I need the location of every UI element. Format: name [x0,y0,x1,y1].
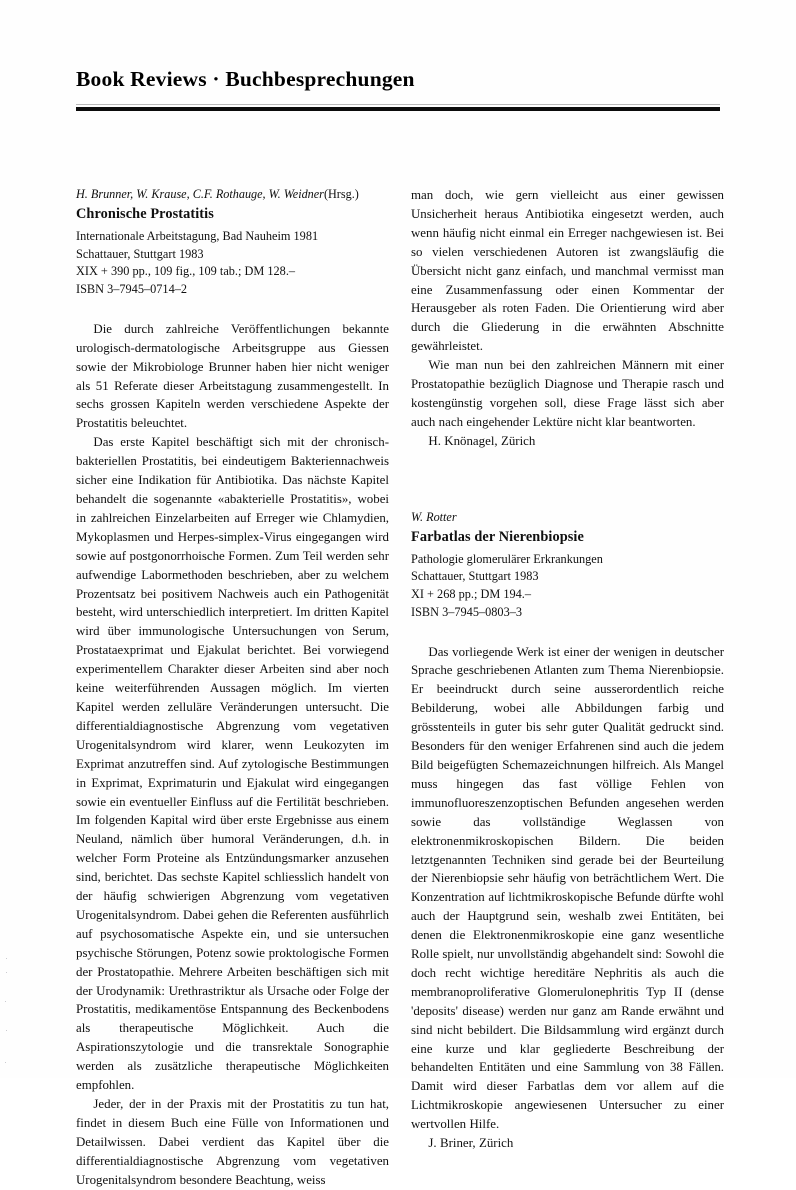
review-meta-extent: XIX + 390 pp., 109 fig., 109 tab.; DM 128.– [76,264,296,279]
review-meta-extent: XI + 268 pp.; DM 194.– [411,587,531,602]
spacer [411,632,724,643]
scan-artifact [6,958,7,959]
review-meta-isbn: ISBN 3–7945–0714–2 [76,282,188,297]
review-meta-publisher: Schattauer, Stuttgart 1983 [76,246,204,261]
scan-artifact [5,1062,6,1063]
review-separator [411,451,724,509]
review-body-prostatitis [76,320,389,1190]
reviewer-signature: J. Briner, Zürich [428,1136,514,1151]
header-rule-thick [76,107,720,111]
authors-names: H. Brunner, W. Krause, C.F. Rothauge, W. Weidner [76,187,324,201]
scan-artifact [6,1030,7,1031]
review-authors [76,186,389,203]
masthead [76,68,720,92]
review-meta-publisher: Schattauer, Stuttgart 1983 [411,569,539,584]
paragraph: Das vorliegende Werk ist einer der wenigen in deutscher Sprache geschriebenen Atlanten zum Thema Nierenbiopsie. Er beeindruckt durch seine ausserordentlich reiche Bebilderung, wobei alle Abbildungen farbig und grösstenteils in guter bis sehr guter Qualität gedruckt sind. Besonders für den weniger Erfahrenen sind auch die jedem Bild beigefügten Schemazeichnungen hilfreich. Als Mangel muss hingegen das fast völlige Fehlen von immunofluoreszenzoptischen Befunden angesehen werden sowie das vollständige Weglassen von elektronenmikroskopischen Bildern. Die beiden letztgenannten Techniken sind gerade bei der Beurteilung der Nierenbiopsie sehr häufig von beträchtlichem Wert. Die Konzentration auf lichtmikroskopische Befunde dürfte wohl auch der Hauptgrund sein, weshalb zwei Entitäten, bei denen die Elektronenmikroskopie eine ganz wesentliche Rolle spielt, nur unvollständig abgehandelt sind: Sowohl die doch recht wichtige hereditäre Nephritis als auch die membranoproliferative Glomerulonephritis Typ II (dense 'deposits' disease) werden nur ganz am Rande erwähnt und sind nicht bebildert. Die Bildsammlung wird ergänzt durch eine kurze und klar gegliederte Beschreibung der behandelten Entitäten und eine Sammlung von 38 Fällen. Damit wird dieser Farbatlas dem vor allem auf die Lichtmikroskopie angewiesenen Untersucher zu einer wertvollen Hilfe. [411,644,724,1132]
reviewer-signature: H. Knönagel, Zürich [428,433,536,448]
paragraph: Wie man nun bei den zahlreichen Männern mit einer Prostatopathie bezüglich Diagnose und Therapie rasch und kostengünstig vorgehen soll, diese Frage lässt sich aber auch nach eingehender Lektüre nicht klar beantworten. [411,358,724,429]
paragraph: Jeder, der in der Praxis mit der Prostatitis zu tun hat, findet in diesem Buch eine Fülle von Informationen und Detailwissen. Dabei verdient das Kapitel über die differentialdiagnostische Abgrenzung vom vegetativen Urogenitalsyndrom besondere Beachtung, weiss [76,1097,389,1187]
review-header-prostatitis [76,186,389,299]
column-left [76,186,389,1190]
paragraph: Die durch zahlreiche Veröffentlichungen bekannte urologisch-dermatologische Arbeitsgruppe aus Giessen sowie der Mikrobiologe Brunner haben hier nicht weniger als 51 Referate dieser Arbeitstagung zusammengestellt. In sechs grossen Kapiteln werden verschiedene Aspekte der Prostatitis beleuchtet. [76,321,389,431]
header-rule-thin [76,104,720,105]
review-header-nierenbiopsie [411,509,724,622]
column-right [411,186,724,1190]
scan-artifact [6,972,7,973]
review-body-prostatitis-continued [411,186,724,451]
paragraph: man doch, wie gern vielleicht aus einer gewissen Unsicherheit heraus Antibiotika eingesetzt werden, auch wenn häufig nicht einmal ein Erreger nachgewiesen ist. Bei so vielen verschiedenen Autoren ist zwangsläufig die Übersicht nicht ganz einfach, und manchmal vermisst man eine Zusammenfassung oder einen Kommentar der Herausgeber als roten Faden. Die Orientierung wird aber durch die Gliederung in die erwähnten Abschnitte gewährleistet. [411,188,724,354]
review-book-title: Farbatlas der Nierenbiopsie [411,529,584,546]
review-meta-conference: Internationale Arbeitstagung, Bad Nauheim 1981 [76,229,319,244]
review-meta-isbn: ISBN 3–7945–0803–3 [411,604,523,619]
two-column-layout [76,186,724,1190]
review-meta-subtitle: Pathologie glomerulärer Erkrankungen [411,551,603,566]
authors-suffix: (Hrsg.) [323,187,359,201]
page-title: Book Reviews · Buchbesprechungen [76,67,415,91]
authors-names: W. Rotter [411,509,457,524]
paragraph: Das erste Kapitel beschäftigt sich mit der chronisch-bakteriellen Prostatitis, bei eindeutigem Bakteriennachweis sicher eine Indikation für Antibiotika. Das nächste Kapitel behandelt die sogenannte «abakterielle Prostatitis», wobei in zahlreichen Einzelarbeiten auf Erreger wie Chlamydien, Mykoplasmen und Herpes-simplex-Virus eingegangen wird sowie auf postgonorrhoische Formen. Zum Teil werden sehr aufwendige Labormethoden beschrieben, aber zu welchem Prozentsatz bei positivem Nachweis auch ein Pathogenität besteht, wird unterschiedlich interpretiert. Im dritten Kapitel wird über immunologische Untersuchungen von Serum, Prostataexprimat und Ejakulat berichtet. Bei vorwiegend experimentellem Charakter dieser Arbeiten sind aber noch keine weiterführenden Aussagen möglich. Im vierten Kapitel werden zelluläre Veränderungen untersucht. Die differentialdiagnostische Abgrenzung vom vegetativen Urogenitalsyndrom wird klarer, wenn Leukozyten im Exprimat anzutreffen sind. Auf zytologische Bestimmungen in Exprimat, Exprimaturin und Ejakulat wird eingegangen sowie ein eventueller Einfluss auf die Fertilität beschrieben. Im folgenden Kapital wird über erste Ergebnisse aus einem Neuland, nämlich über humoral Veränderungen, d.h. in welcher Form Proteine als Entzündungsmarker anzusehen sind, berichtet. Das sechste Kapitel schliesslich handelt von der häufig schwierigen Abgrenzung vom vegetativen Urogenitalsyndrom. Dabei gehen die Referenten ausführlich auf psychosomatische Aspekte ein, und sie untersuchen psychische Störungen, Potenz sowie proktologische Formen der Prostatopathie. Mehrere Arbeiten beschäftigen sich mit der Urodynamik: Urethrastriktur als Ursache oder Folge der Prostatitis, medikamentöse Entspannung des Beckenbodens als therapeutische Möglichkeit. Auch die Aspirationszytologie und die transrektale Sonographie werden als zusätzliche therapeutische Möglichkeiten empfohlen. [76,435,389,1093]
review-body-nierenbiopsie [411,643,724,1153]
review-authors [411,509,724,526]
spacer [76,309,389,320]
review-book-title: Chronische Prostatitis [76,206,214,223]
scan-artifact [5,1001,6,1002]
